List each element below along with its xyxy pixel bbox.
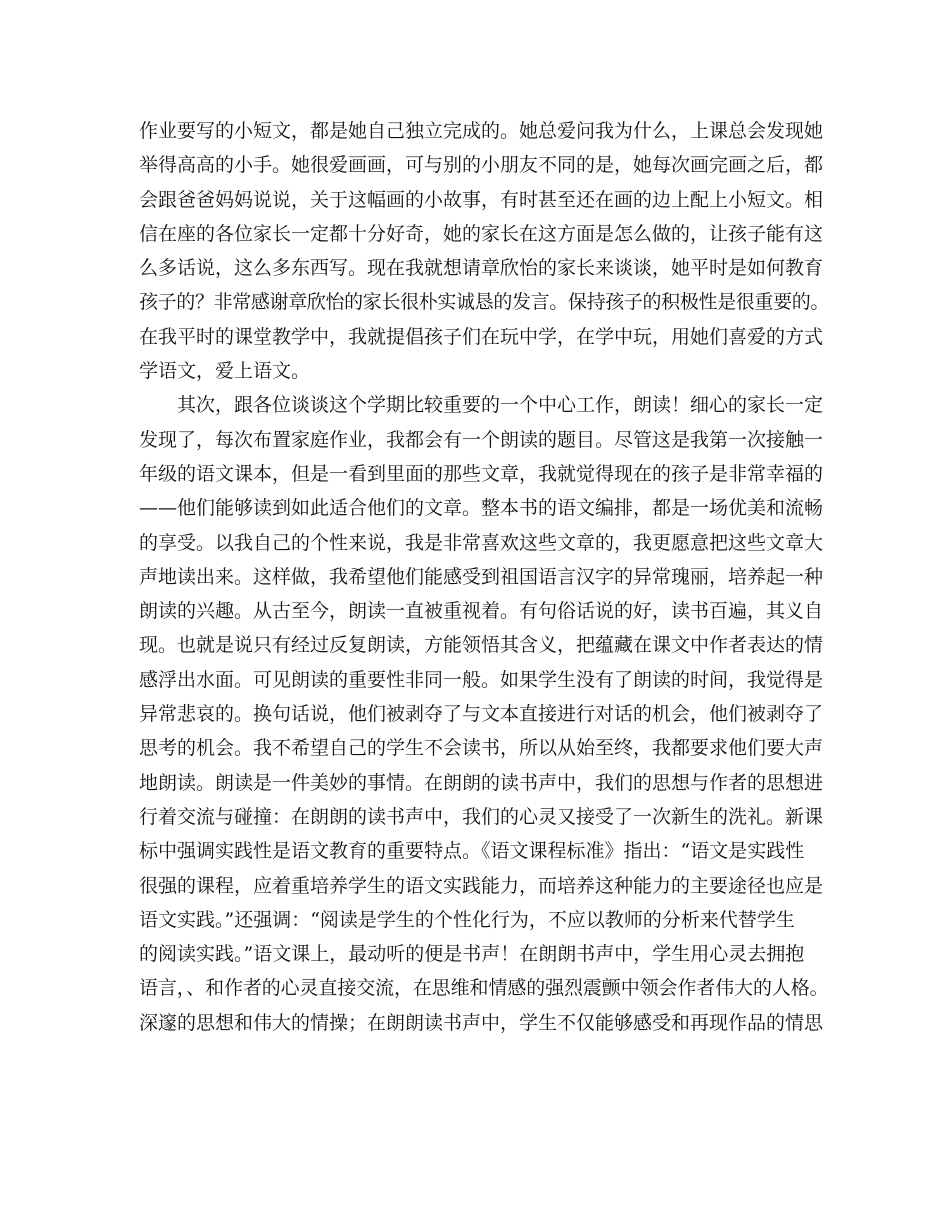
text-line: 地朗读。朗读是一件美妙的事情。在朗朗的读书声中，我们的思想与作者的思想进	[139, 771, 824, 794]
text-line: 年级的语文课本，但是一看到里面的那些文章，我就觉得现在的孩子是非常幸福的	[139, 462, 824, 485]
text-line: 么多话说，这么多东西写。现在我就想请章欣怡的家长来谈谈，她平时是如何教育	[139, 257, 824, 280]
text-line: 很强的课程，应着重培养学生的语文实践能力，而培养这种能力的主要途径也应是	[139, 874, 824, 897]
text-line: 孩子的？非常感谢章欣怡的家长很朴实诚恳的发言。保持孩子的积极性是很重要的。	[139, 291, 830, 314]
text-line: 标中强调实践性是语文教育的重要特点。《语文课程标准》指出：“语文是实践性	[139, 840, 805, 863]
text-line: 发现了，每次布置家庭作业，我都会有一个朗读的题目。尽管这是我第一次接触一	[139, 428, 824, 451]
text-line: 在我平时的课堂教学中，我就提倡孩子们在玩中学，在学中玩，用她们喜爱的方式	[139, 325, 824, 348]
text-line: 会跟爸爸妈妈说说，关于这幅画的小故事，有时甚至还在画的边上配上小短文。相	[139, 188, 824, 211]
text-line: 举得高高的小手。她很爱画画，可与别的小朋友不同的是，她每次画完画之后，都	[139, 154, 824, 177]
text-line: 行着交流与碰撞：在朗朗的读书声中，我们的心灵又接受了一次新生的洗礼。新课	[139, 805, 824, 828]
text-line: 异常悲哀的。换句话说，他们被剥夺了与文本直接进行对话的机会，他们被剥夺了	[139, 703, 824, 726]
text-line: 学语文，爱上语文。	[139, 360, 311, 383]
text-line: 语言，、和作者的心灵直接交流，在思维和情感的强烈震颤中领会作者伟大的人格。	[139, 977, 829, 1000]
text-line: 感浮出水面。可见朗读的重要性非同一般。如果学生没有了朗读的时间，我觉得是	[139, 668, 824, 691]
text-line: ——他们能够读到如此适合他们的文章。整本书的语文编排，都是一场优美和流畅	[139, 497, 824, 520]
text-line: 作业要写的小短文，都是她自己独立完成的。她总爱问我为什么，上课总会发现她	[139, 120, 824, 142]
body-text	[139, 114, 829, 1040]
text-line: 现。也就是说只有经过反复朗读，方能领悟其含义，把蕴藏在课文中作者表达的情	[139, 634, 824, 657]
text-line: 语文实践。”还强调：“阅读是学生的个性化行为，不应以教师的分析来代替学生	[139, 908, 795, 931]
text-line: 朗读的兴趣。从古至今，朗读一直被重视着。有句俗话说的好，读书百遍，其义自	[139, 600, 824, 623]
text-line: 深邃的思想和伟大的情操；在朗朗读书声中，学生不仅能够感受和再现作品的情思	[139, 1011, 824, 1034]
text-line: 思考的机会。我不希望自己的学生不会读书，所以从始至终，我都要求他们要大声	[139, 737, 824, 760]
paragraph-first-line: 其次，跟各位谈谈这个学期比较重要的一个中心工作，朗读！细心的家长一定	[177, 394, 824, 417]
text-line: 信在座的各位家长一定都十分好奇，她的家长在这方面是怎么做的，让孩子能有这	[139, 222, 824, 245]
text-line: 的享受。以我自己的个性来说，我是非常喜欢这些文章的，我更愿意把这些文章大	[139, 531, 824, 554]
text-line: 声地读出来。这样做，我希望他们能感受到祖国语言汉字的异常瑰丽，培养起一种	[139, 565, 824, 588]
text-line: 的阅读实践。”语文课上，最动听的便是书声！在朗朗书声中，学生用心灵去拥抱	[139, 943, 805, 966]
